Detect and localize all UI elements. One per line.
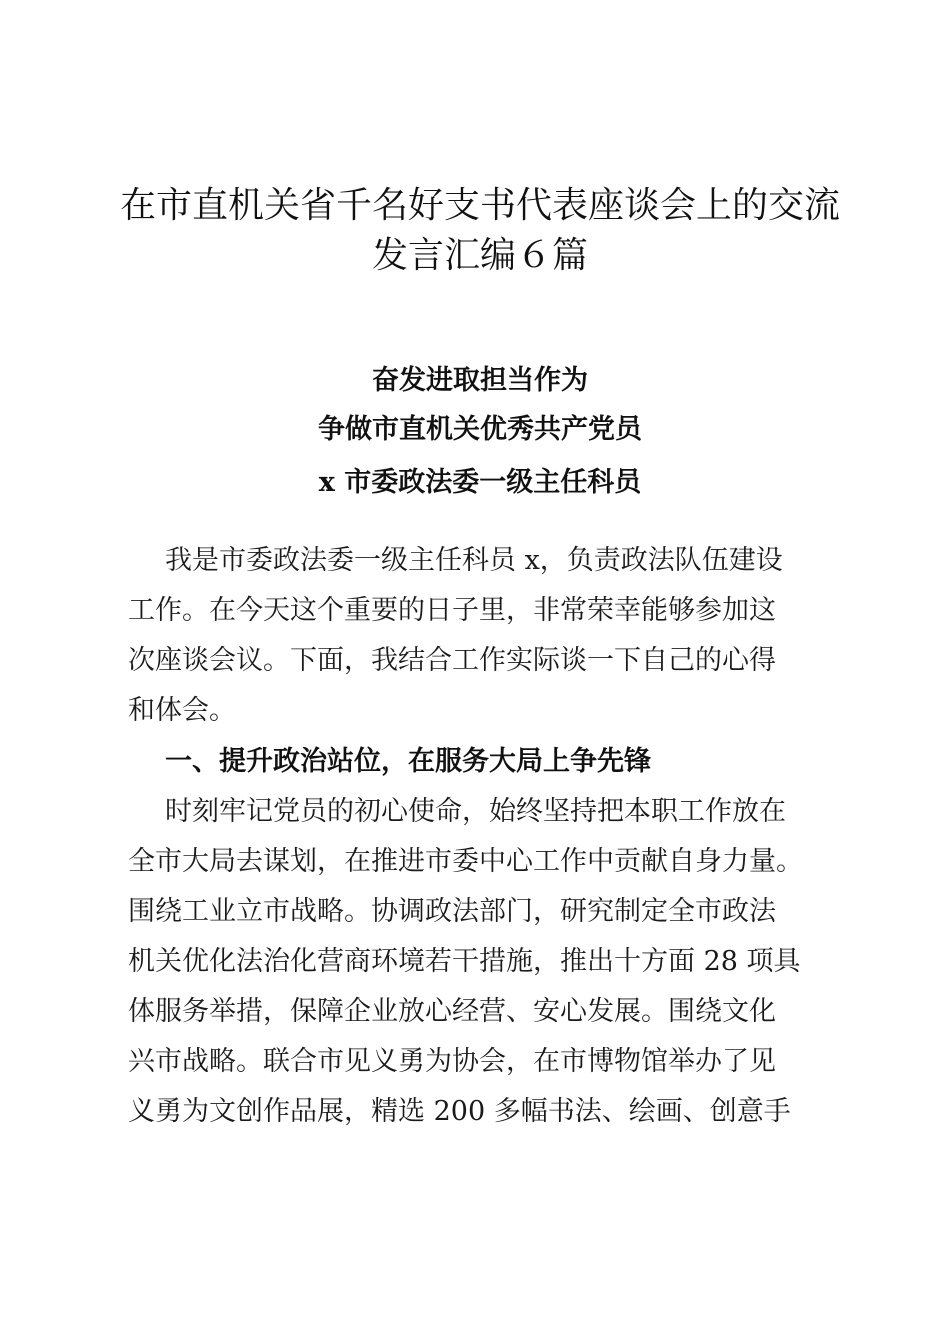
intro-line: 我是市委政法委一级主任科员 x，负责政法队伍建设	[165, 545, 783, 576]
section-1-paragraph	[128, 787, 838, 1137]
section-1-line: 体服务举措，保障企业放心经营、安心发展。围绕文化	[128, 996, 776, 1027]
document-title-line-1: 在市直机关省千名好支书代表座谈会上的交流	[120, 185, 841, 226]
section-1-line: 全市大局去谋划，在推进市委中心工作中贡献自身力量。	[128, 846, 803, 877]
intro-line: 次座谈会议。下面，我结合工作实际谈一下自己的心得	[128, 645, 776, 676]
section-1-line: 兴市战略。联合市见义勇为协会，在市博物馆举办了见	[128, 1046, 776, 1077]
section-1-line: 义勇为文创作品展，精选 200 多幅书法、绘画、创意手	[128, 1096, 791, 1127]
intro-paragraph	[128, 536, 838, 736]
section-heading-1: 一、提升政治站位，在服务大局上争先锋	[165, 746, 651, 777]
intro-line: 和体会。	[128, 695, 236, 726]
section-1-line: 围绕工业立市战略。协调政法部门，研究制定全市政法	[128, 896, 776, 927]
speech-title-line-1: 奋发进取担当作为	[372, 365, 588, 396]
speaker-line: x 市委政法委一级主任科员	[318, 467, 642, 498]
section-1-line: 时刻牢记党员的初心使命，始终坚持把本职工作放在	[165, 796, 786, 827]
speech-title-line-2: 争做市直机关优秀共产党员	[318, 414, 642, 445]
document-title	[120, 181, 840, 281]
section-1-line: 机关优化法治化营商环境若干措施，推出十方面 28 项具	[128, 946, 801, 977]
intro-line: 工作。在今天这个重要的日子里，非常荣幸能够参加这	[128, 595, 776, 626]
document-title-line-2: 发言汇编６篇	[371, 235, 588, 276]
